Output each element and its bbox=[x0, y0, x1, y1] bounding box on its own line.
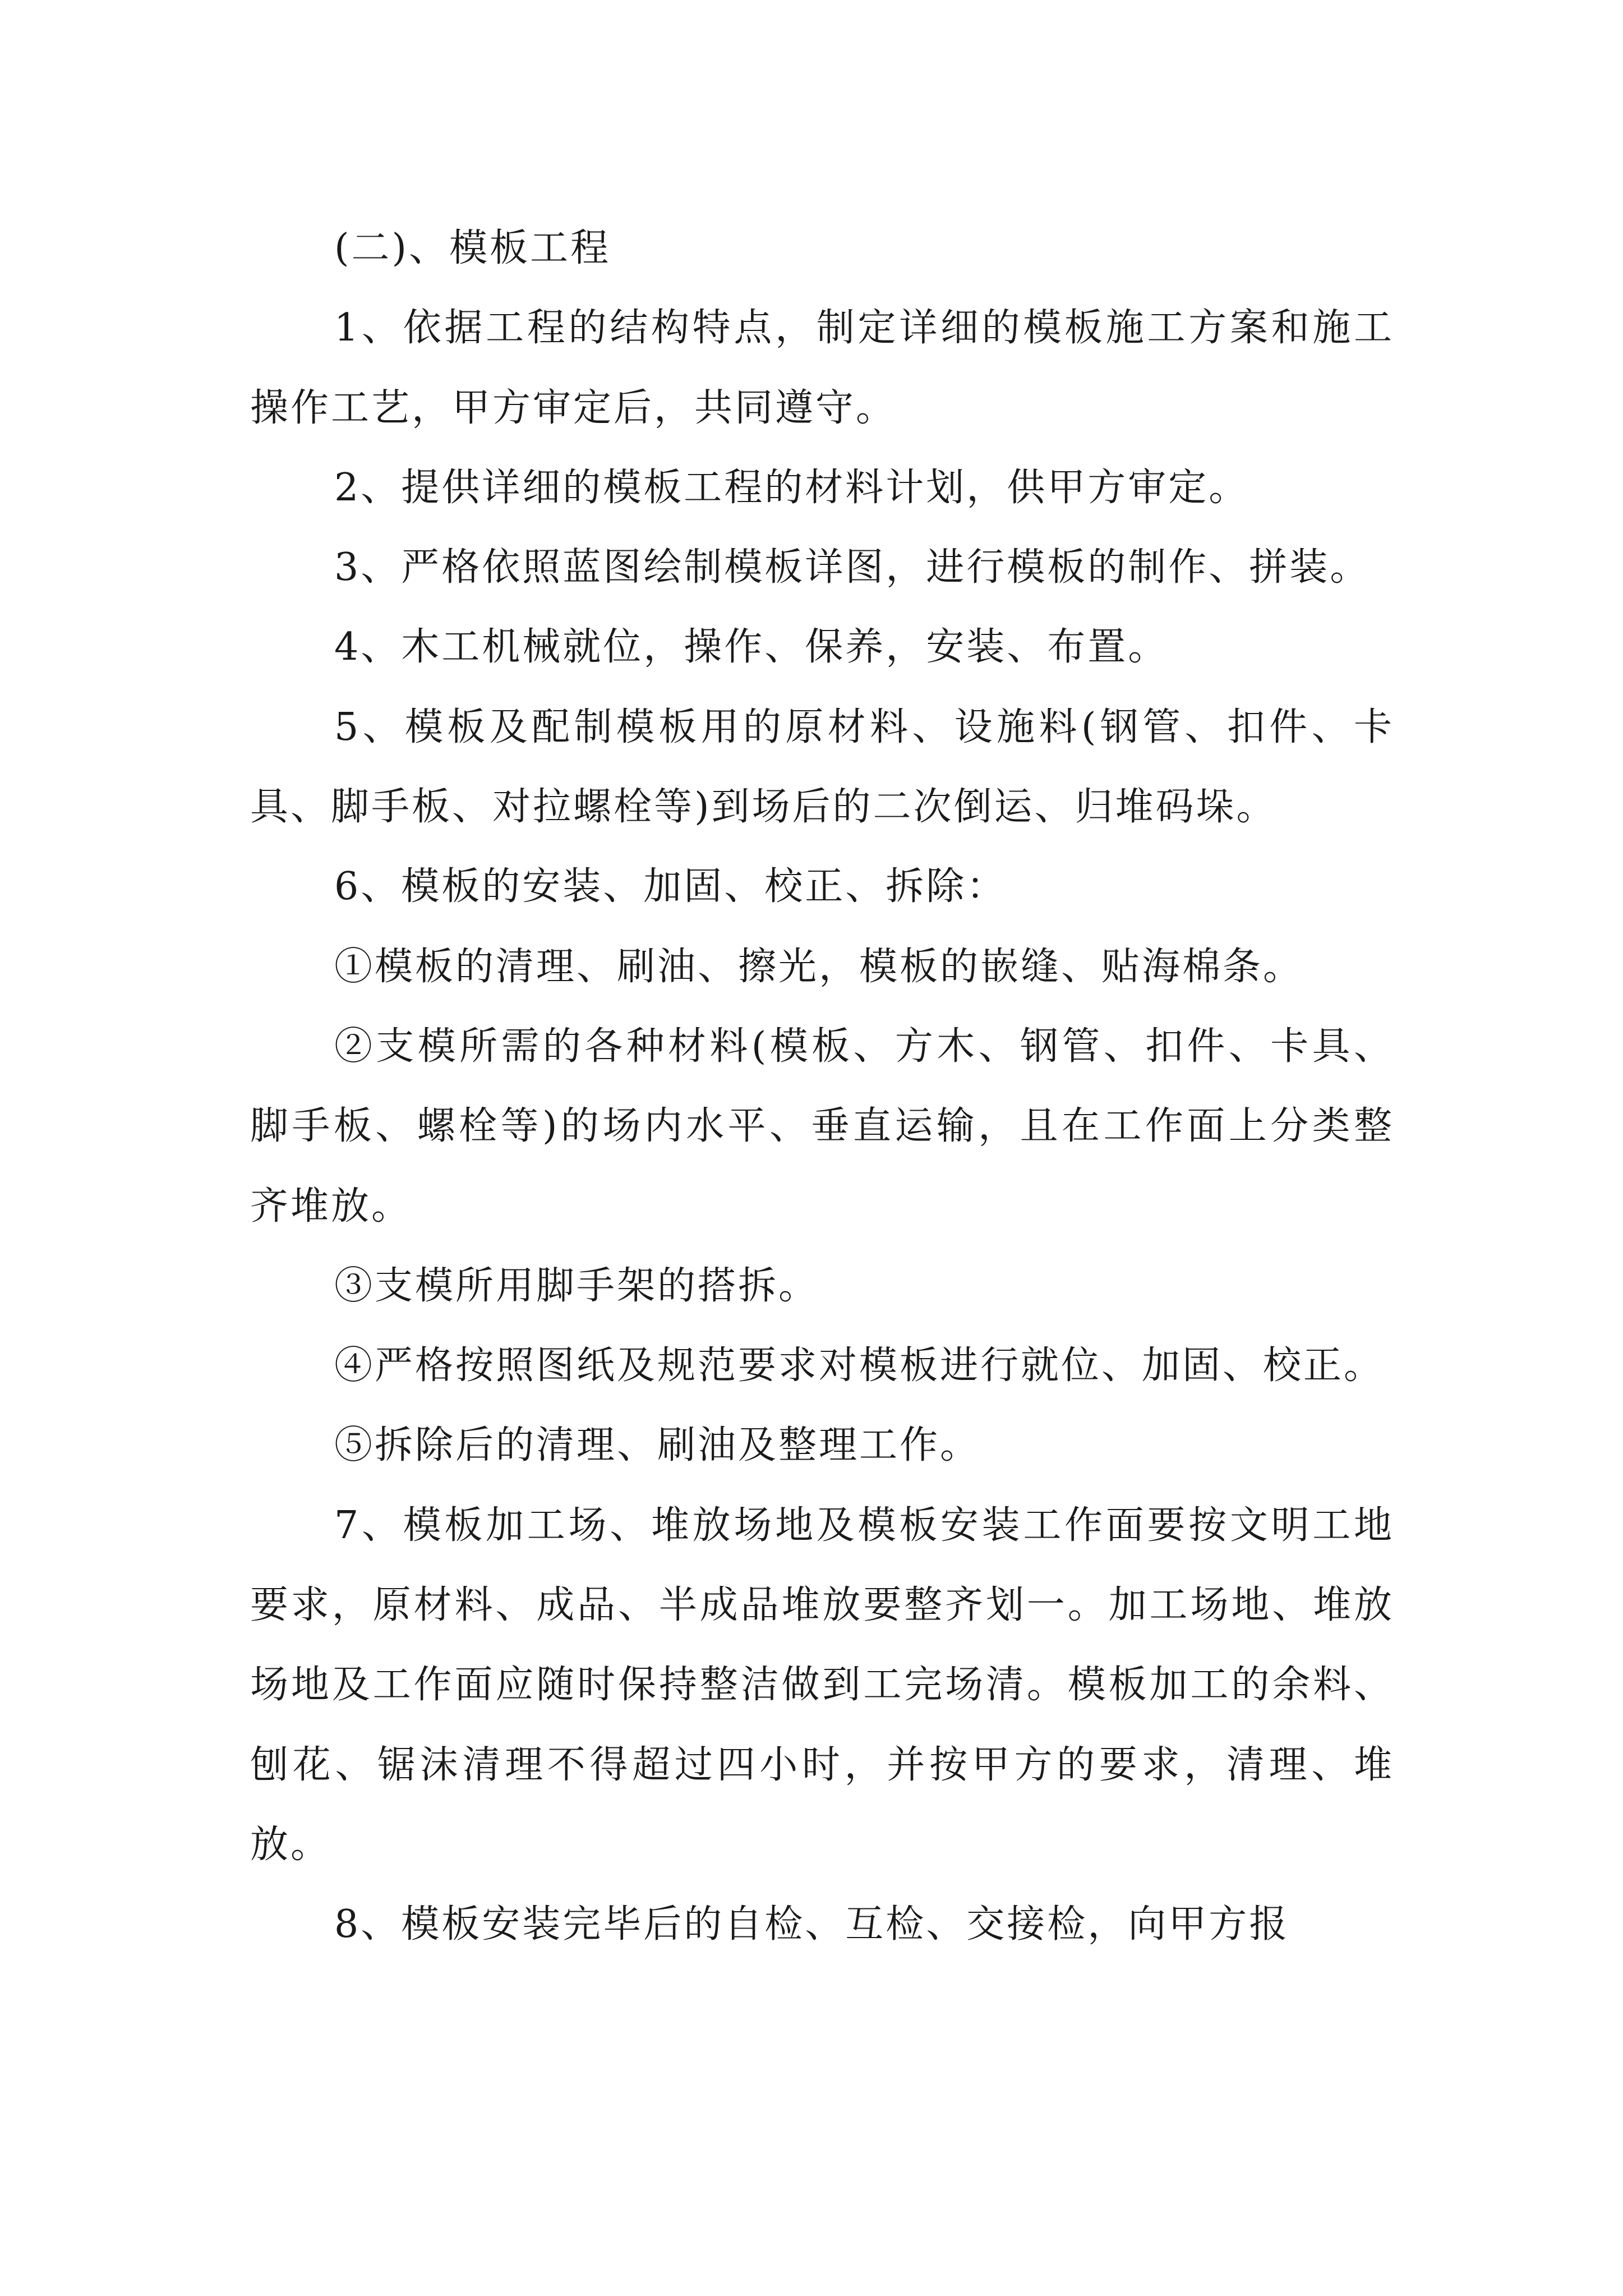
paragraph-6-item-1: ①模板的清理、刷油、擦光，模板的嵌缝、贴海棉条。 bbox=[334, 944, 1304, 989]
paragraph-4: 4、木工机械就位，操作、保养，安装、布置。 bbox=[334, 625, 1169, 670]
paragraph-8: 8、模板安装完毕后的自检、互检、交接检，向甲方报 bbox=[334, 1902, 1290, 1947]
paragraph-6: 6、模板的安装、加固、校正、拆除： bbox=[334, 864, 1007, 909]
paragraph-6-item-4: ④严格按照图纸及规范要求对模板进行就位、加固、校正。 bbox=[334, 1343, 1385, 1388]
paragraph-2: 2、提供详细的模板工程的材料计划，供甲方审定。 bbox=[334, 465, 1249, 510]
section-heading: (二)、模板工程 bbox=[334, 226, 611, 270]
paragraph-1: 1、依据工程的结构特点，制定详细的模板施工方案和施工操作工艺，甲方审定后，共同遵守。 bbox=[250, 306, 1394, 430]
document-body bbox=[250, 209, 1394, 1965]
paragraph-5: 5、模板及配制模板用的原材料、设施料(钢管、扣件、卡具、脚手板、对拉螺栓等)到场后的二次倒运、归堆码垛。 bbox=[250, 705, 1394, 830]
paragraph-6-item-2: ②支模所需的各种材料(模板、方木、钢管、扣件、卡具、脚手板、螺栓等)的场内水平、垂直运输，且在工作面上分类整齐堆放。 bbox=[250, 1024, 1395, 1228]
paragraph-7: 7、模板加工场、堆放场地及模板安装工作面要按文明工地要求，原材料、成品、半成品堆放要整齐划一。加工场地、堆放场地及工作面应随时保持整洁做到工完场清。模板加工的余料、刨花、锯沫清理不得超过四小时，并按甲方的要求，清理、堆放。 bbox=[250, 1503, 1394, 1867]
paragraph-6-item-3: ③支模所用脚手架的搭拆。 bbox=[334, 1263, 819, 1308]
paragraph-3: 3、严格依照蓝图绘制模板详图，进行模板的制作、拼装。 bbox=[334, 545, 1371, 590]
paragraph-6-item-5: ⑤拆除后的清理、刷油及整理工作。 bbox=[334, 1423, 981, 1468]
